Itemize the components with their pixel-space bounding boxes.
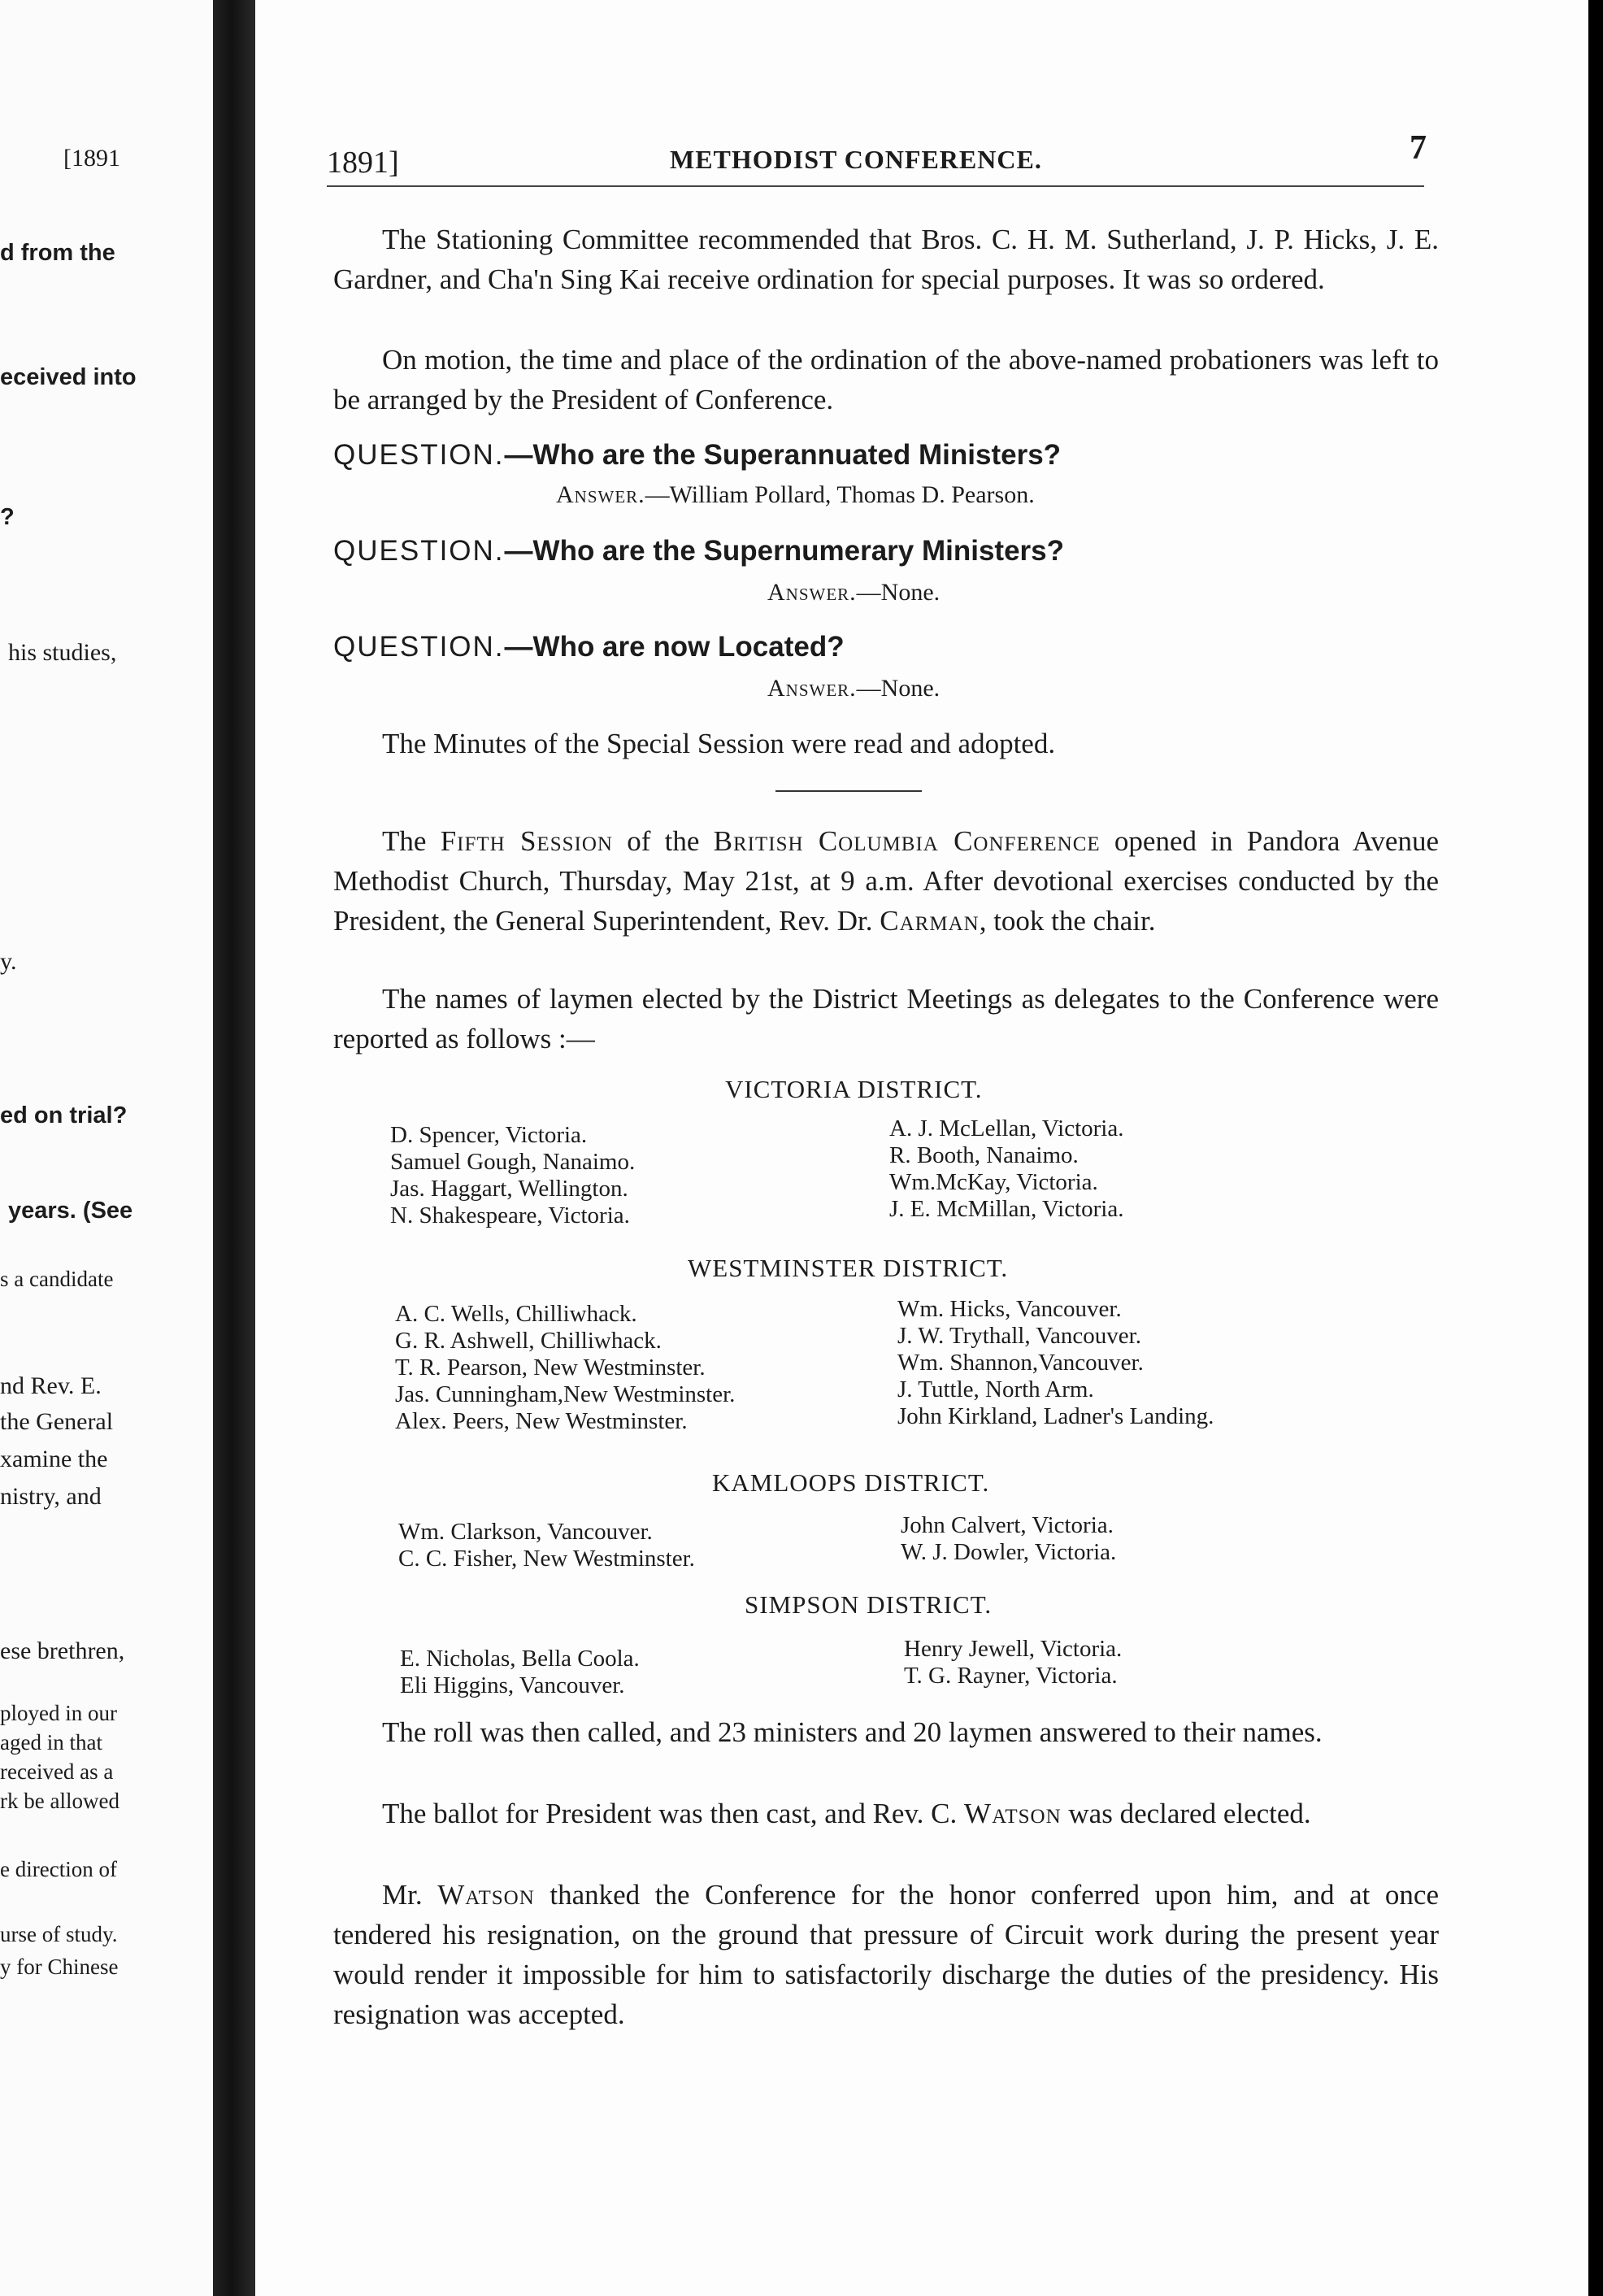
- delegate-name: D. Spencer, Victoria.: [390, 1122, 588, 1148]
- left-page-text-fragment: xamine the: [0, 1446, 108, 1472]
- scan-edge: [1588, 0, 1603, 2296]
- left-page-text-fragment: rk be allowed: [0, 1789, 119, 1813]
- answer-superannuated: [556, 481, 1035, 509]
- question-label: QUESTION.: [333, 439, 505, 471]
- running-head-year: 1891]: [327, 146, 399, 180]
- section-divider: [775, 790, 922, 792]
- paragraph-resignation: Mr. Watson thanked the Conference for the honor conferred upon him, and at once tendered his resignation, on the ground that pressure of Circuit work during the present year would render it impossible for him to satisfactorily discharge the duties of the presidency. His resignation was accepted.: [333, 1879, 1439, 2030]
- left-page-text-fragment: ployed in our: [0, 1701, 117, 1725]
- district-title-victoria: VICTORIA DISTRICT.: [725, 1075, 983, 1103]
- answer-text: —William Pollard, Thomas D. Pearson.: [645, 481, 1035, 508]
- answer-text: —None.: [856, 675, 941, 702]
- delegate-name: Wm. Shannon,Vancouver.: [897, 1350, 1144, 1376]
- delegate-name: J. Tuttle, North Arm.: [897, 1376, 1094, 1402]
- left-page-text-fragment: the General: [0, 1408, 114, 1435]
- left-page-text-fragment: his studies,: [8, 639, 117, 666]
- district-title-kamloops: KAMLOOPS DISTRICT.: [712, 1468, 990, 1497]
- kamloops-names-left: [398, 1519, 695, 1572]
- question-text: —Who are the Supernumerary Ministers?: [504, 535, 1065, 567]
- delegate-name: A. J. McLellan, Victoria.: [889, 1115, 1124, 1141]
- answer-label: Answer.: [767, 579, 857, 606]
- left-page-text-fragment: e direction of: [0, 1857, 117, 1881]
- delegate-name: Wm. Hicks, Vancouver.: [897, 1296, 1122, 1322]
- delegate-name: John Calvert, Victoria.: [901, 1512, 1114, 1538]
- westminster-names-left: [395, 1301, 735, 1435]
- paragraph-stationing: The Stationing Committee recommended that Bros. C. H. M. Sutherland, J. P. Hicks, J. E. Gardner, and Cha'n Sing Kai receive ordination for special purposes. It was so ordered.: [333, 224, 1439, 295]
- running-head-title: METHODIST CONFERENCE.: [670, 145, 1042, 174]
- answer-text: —None.: [856, 579, 941, 606]
- kamloops-names-right: [901, 1512, 1116, 1566]
- header-rule: [327, 185, 1424, 187]
- delegate-name: G. R. Ashwell, Chilliwhack.: [395, 1328, 662, 1354]
- left-page-text-fragment: eceived into: [0, 364, 137, 390]
- question-label: QUESTION.: [333, 631, 505, 663]
- question-supernumerary: [333, 535, 1064, 567]
- delegate-name: W. J. Dowler, Victoria.: [901, 1539, 1117, 1565]
- answer-located: [767, 675, 940, 702]
- left-page-text-fragment: [1891: [63, 145, 120, 172]
- delegate-name: Henry Jewell, Victoria.: [904, 1636, 1123, 1662]
- question-located: [333, 631, 845, 663]
- delegate-name: Eli Higgins, Vancouver.: [400, 1672, 625, 1698]
- delegate-name: J. W. Trythall, Vancouver.: [897, 1323, 1141, 1349]
- left-page-text-fragment: years. (See: [8, 1198, 133, 1224]
- left-page-fragment: [0, 0, 213, 2296]
- left-page-text-fragment: aged in that: [0, 1730, 102, 1755]
- question-text: —Who are the Superannuated Ministers?: [504, 439, 1062, 471]
- delegate-name: Jas. Cunningham,New Westminster.: [395, 1381, 736, 1407]
- left-page-text-fragment: nd Rev. E.: [0, 1372, 102, 1399]
- left-page-text-fragment: d from the: [0, 240, 115, 266]
- left-page-text-fragment: y for Chinese: [0, 1955, 119, 1979]
- simpson-names-right: [904, 1636, 1122, 1689]
- delegate-name: N. Shakespeare, Victoria.: [390, 1202, 630, 1228]
- simpson-names-left: [400, 1646, 640, 1699]
- answer-supernumerary: [767, 579, 940, 607]
- answer-label: Answer.: [556, 481, 645, 508]
- page-number: 7: [1410, 129, 1427, 167]
- book-gutter: [213, 0, 255, 2296]
- left-page-text-fragment: urse of study.: [0, 1922, 118, 1946]
- delegate-name: T. G. Rayner, Victoria.: [904, 1663, 1118, 1689]
- paragraph-ballot: The ballot for President was then cast, and Rev. C. Watson was declared elected.: [382, 1798, 1311, 1829]
- paragraph-roll-call: The roll was then called, and 23 ministers and 20 laymen answered to their names.: [382, 1716, 1323, 1748]
- delegate-name: T. R. Pearson, New Westminster.: [395, 1355, 706, 1381]
- paragraph-laymen: The names of laymen elected by the District Meetings as delegates to the Conference were reported as follows :—: [333, 983, 1439, 1055]
- left-page-text-fragment: y.: [0, 948, 17, 975]
- district-title-westminster: WESTMINSTER DISTRICT.: [688, 1254, 1009, 1282]
- delegate-name: John Kirkland, Ladner's Landing.: [897, 1403, 1214, 1429]
- left-page-text-fragment: ?: [0, 504, 15, 530]
- district-title-simpson: SIMPSON DISTRICT.: [745, 1590, 993, 1619]
- paragraph-minutes: The Minutes of the Special Session were read and adopted.: [382, 728, 1056, 759]
- victoria-names-right: [889, 1115, 1124, 1223]
- question-label: QUESTION.: [333, 535, 505, 567]
- delegate-name: Wm. Clarkson, Vancouver.: [398, 1519, 653, 1545]
- left-page-text-fragment: received as a: [0, 1759, 114, 1784]
- delegate-name: E. Nicholas, Bella Coola.: [400, 1646, 640, 1672]
- delegate-name: J. E. McMillan, Victoria.: [889, 1196, 1124, 1222]
- paragraph-fifth-session: The Fifth Session of the British Columbia Conference opened in Pandora Avenue Methodist Church, Thursday, May 21st, at 9 a.m. After devotional exercises conducted by the President, the General Superintendent, Rev. Dr. Carman, took the chair.: [333, 825, 1439, 937]
- question-text: —Who are now Located?: [504, 631, 845, 663]
- right-page: [255, 0, 1588, 2296]
- left-page-text-fragment: nistry, and: [0, 1483, 102, 1510]
- left-page-text-fragment: s a candidate: [0, 1267, 114, 1291]
- paragraph-ordination: On motion, the time and place of the ordination of the above-named probationers was left to be arranged by the President of Conference.: [333, 344, 1439, 415]
- delegate-name: R. Booth, Nanaimo.: [889, 1142, 1079, 1168]
- delegate-name: Wm.McKay, Victoria.: [889, 1169, 1098, 1195]
- delegate-name: Samuel Gough, Nanaimo.: [390, 1149, 636, 1175]
- answer-label: Answer.: [767, 675, 857, 702]
- left-page-text-fragment: ese brethren,: [0, 1637, 125, 1664]
- left-page-text-fragment: ed on trial?: [0, 1102, 128, 1128]
- delegate-name: C. C. Fisher, New Westminster.: [398, 1546, 695, 1572]
- question-superannuated: [333, 439, 1061, 472]
- delegate-name: Jas. Haggart, Wellington.: [390, 1176, 628, 1202]
- delegate-name: Alex. Peers, New Westminster.: [395, 1408, 688, 1434]
- westminster-names-right: [897, 1296, 1214, 1430]
- victoria-names-left: [390, 1122, 635, 1229]
- delegate-name: A. C. Wells, Chilliwhack.: [395, 1301, 637, 1327]
